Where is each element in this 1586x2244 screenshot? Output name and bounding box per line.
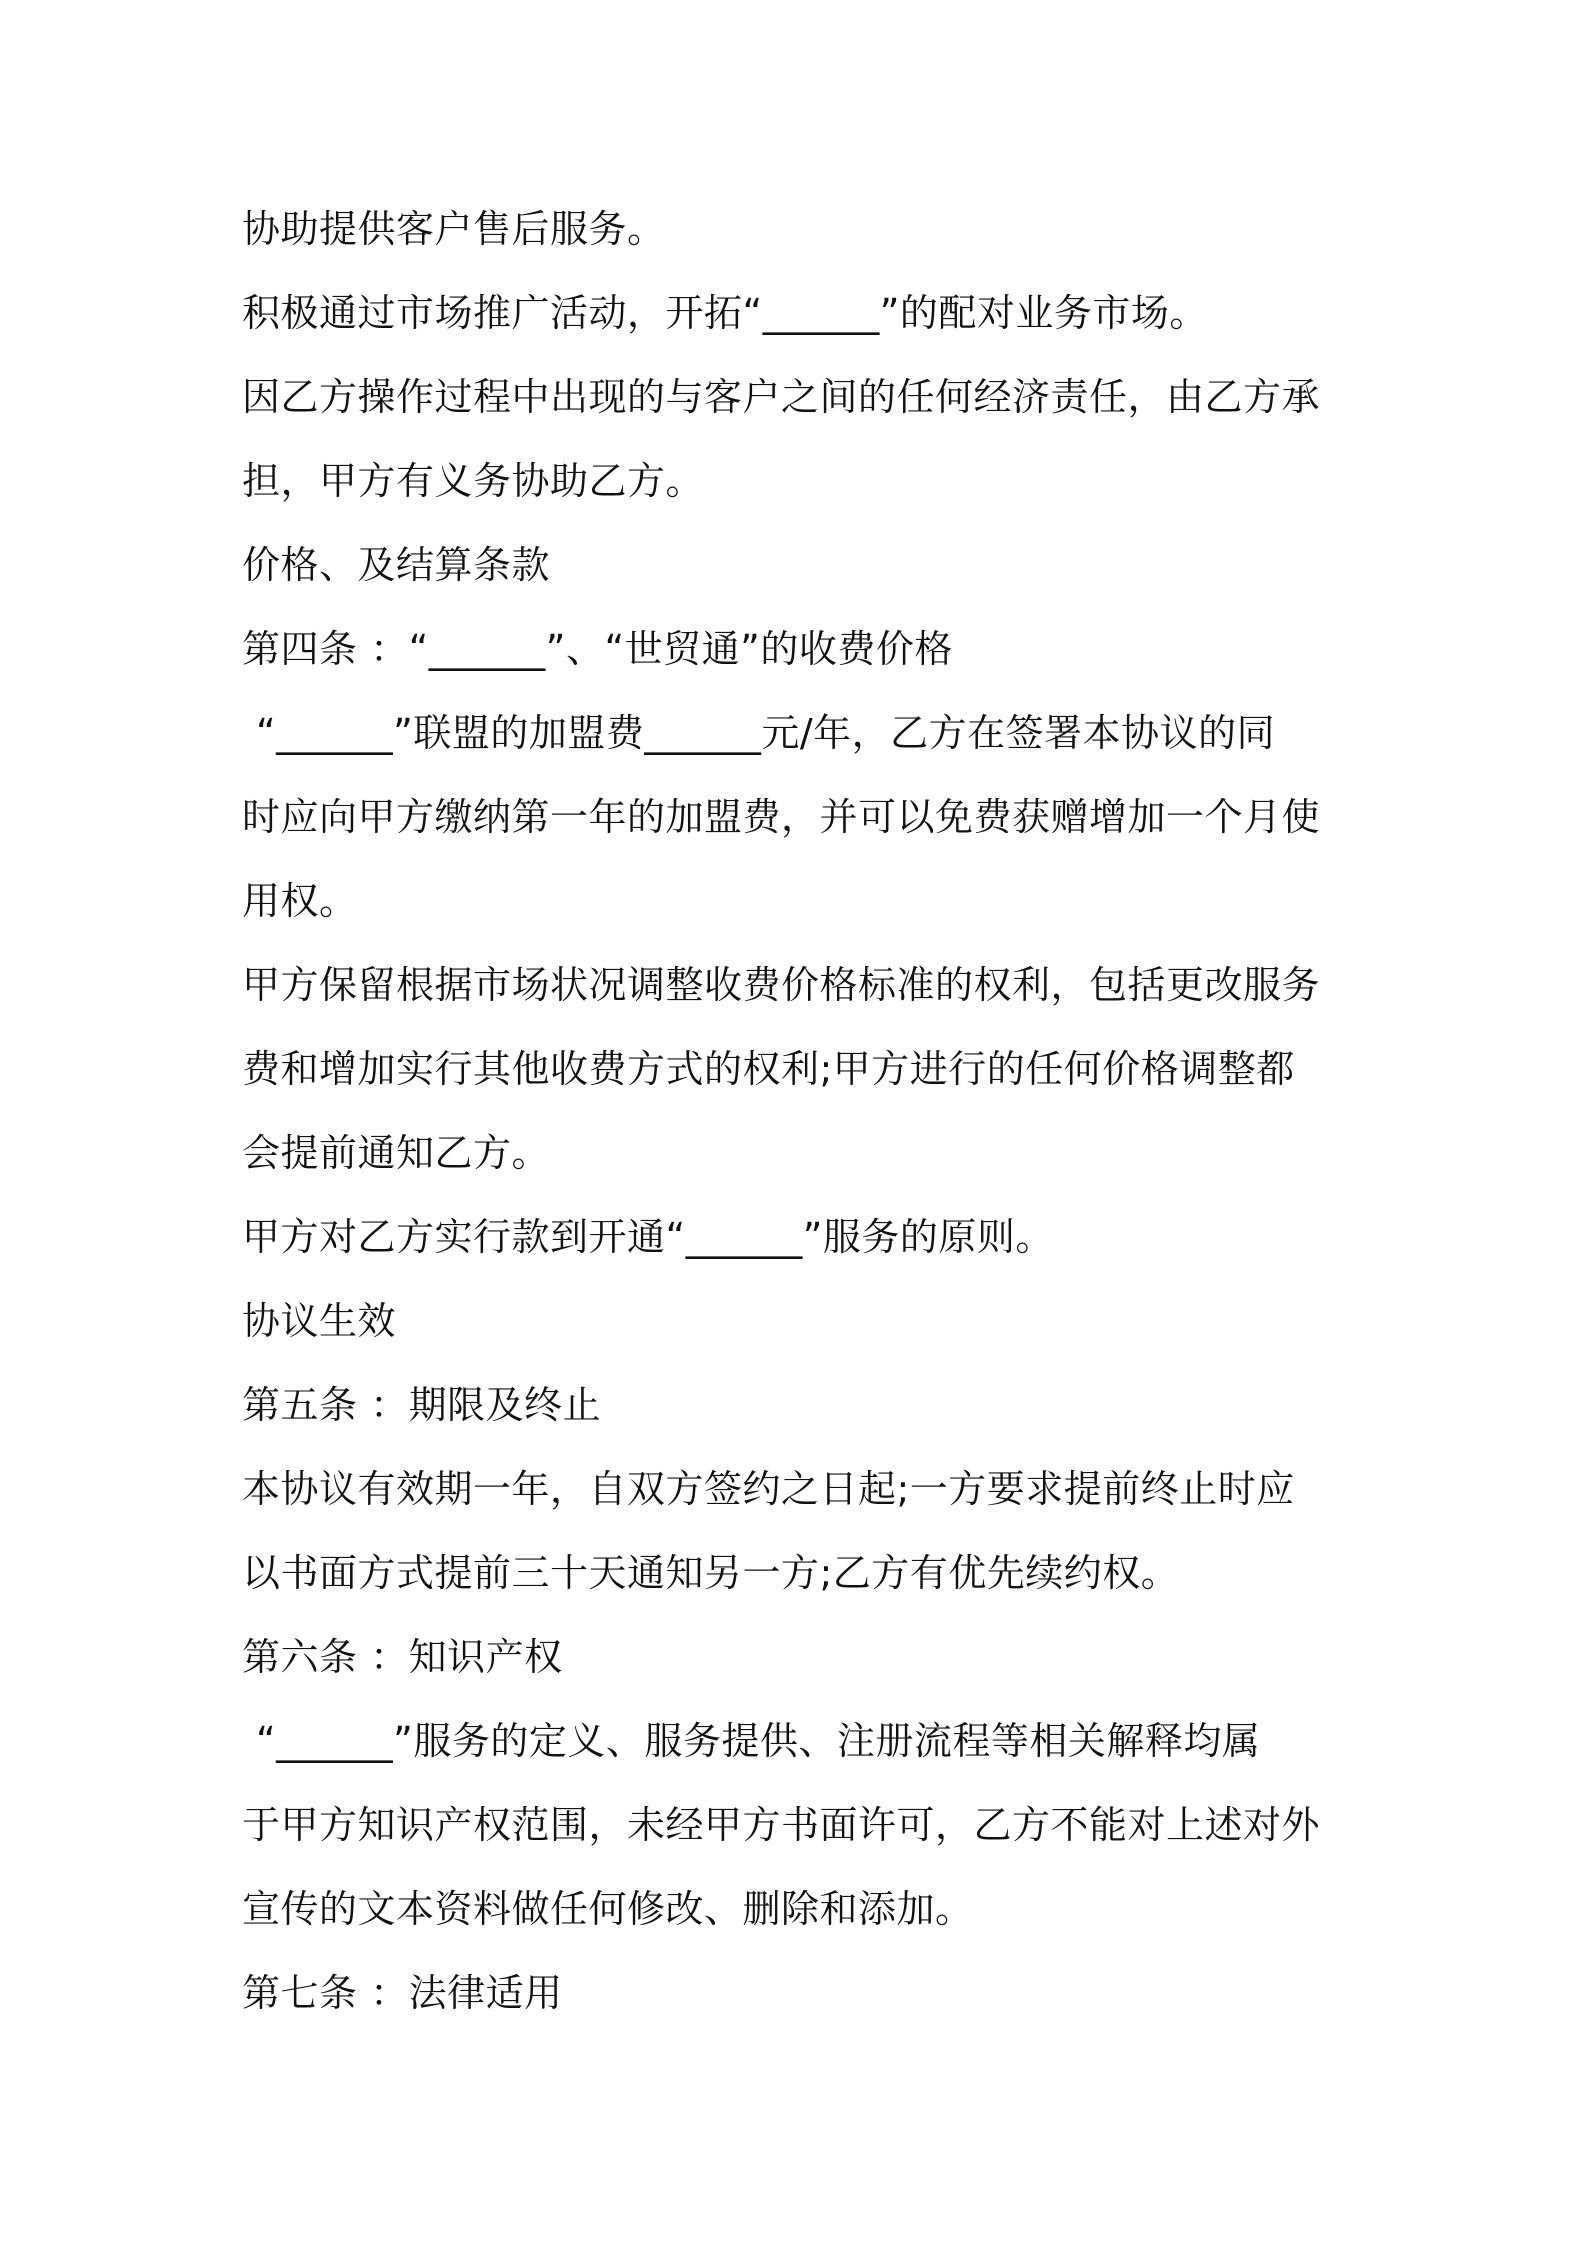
text-line: 会提前通知乙方。 <box>242 1131 551 1175</box>
text-line: 担，甲方有义务协助乙方。 <box>242 459 705 503</box>
text-line: 协助提供客户售后服务。 <box>242 207 666 251</box>
text-line: 于甲方知识产权范围，未经甲方书面许可，乙方不能对上述对外 <box>242 1803 1321 1847</box>
article-heading: 第五条 ：期限及终止 <box>242 1383 602 1427</box>
text-line: 本协议有效期一年，自双方签约之日起;一方要求提前终止时应 <box>242 1467 1295 1511</box>
text-line: “______”服务的定义、服务提供、注册流程等相关解释均属 <box>256 1719 1261 1763</box>
text-line: 因乙方操作过程中出现的与客户之间的任何经济责任，由乙方承 <box>242 375 1321 419</box>
text-line: 用权。 <box>242 879 358 923</box>
text-line: 以书面方式提前三十天通知另一方;乙方有优先续约权。 <box>242 1551 1180 1595</box>
text-line: 时应向甲方缴纳第一年的加盟费，并可以免费获赠增加一个月使 <box>242 795 1321 839</box>
text-line: 积极通过市场推广活动，开拓“______”的配对业务市场。 <box>242 291 1208 335</box>
article-heading: 第六条 ：知识产权 <box>242 1635 563 1679</box>
text-line: 甲方对乙方实行款到开通“______”服务的原则。 <box>242 1215 1054 1259</box>
text-line: 甲方保留根据市场状况调整收费价格标准的权利，包括更改服务 <box>242 963 1321 1007</box>
text-line: “______”联盟的加盟费______元/年，乙方在签署本协议的同 <box>256 711 1276 755</box>
section-heading: 协议生效 <box>242 1299 397 1343</box>
section-heading: 价格、及结算条款 <box>242 543 551 587</box>
text-line: 费和增加实行其他收费方式的权利;甲方进行的任何价格调整都 <box>242 1047 1295 1091</box>
article-heading: 第四条 ：“______”、“世贸通”的收费价格 <box>242 627 953 671</box>
article-heading: 第七条 ：法律适用 <box>242 1971 563 2015</box>
text-line: 宣传的文本资料做任何修改、删除和添加。 <box>242 1887 974 1931</box>
